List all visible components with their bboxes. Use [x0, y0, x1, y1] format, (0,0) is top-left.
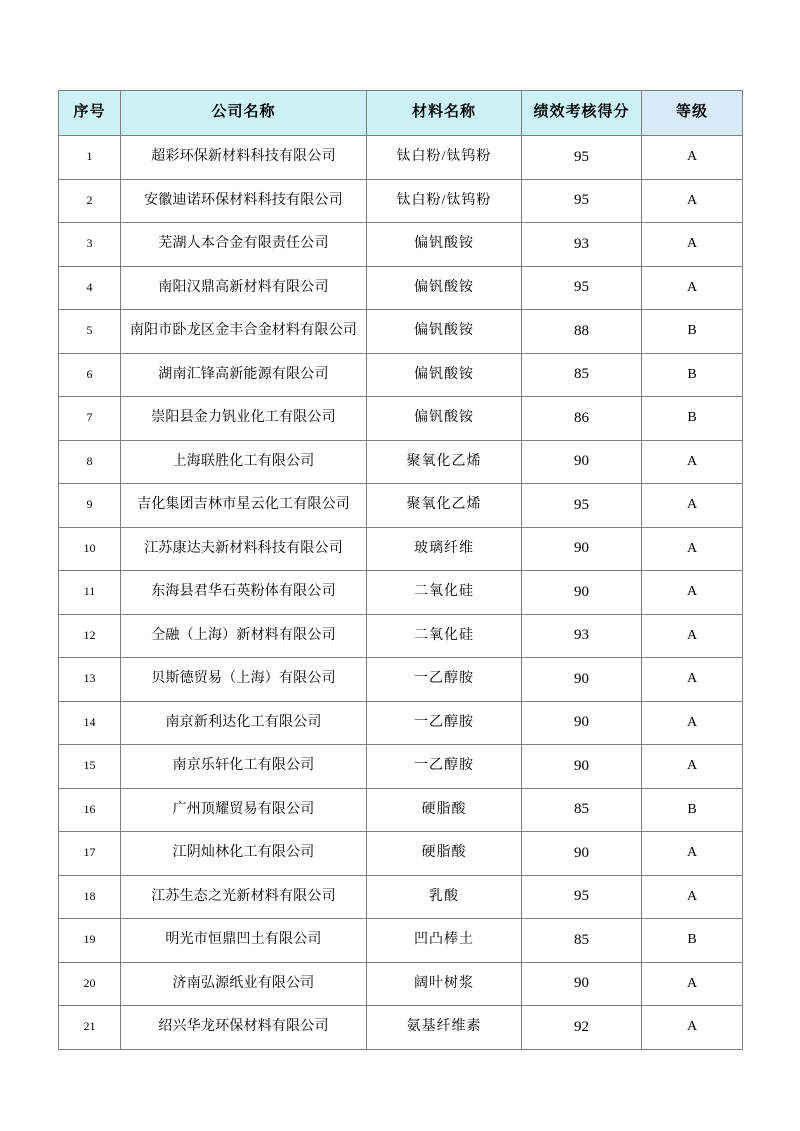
cell-material: 钛白粉/钛钨粉	[367, 179, 522, 223]
column-header-material: 材料名称	[367, 91, 522, 136]
cell-grade: A	[642, 1006, 743, 1050]
cell-score: 90	[522, 571, 642, 615]
cell-company: 绍兴华龙环保材料有限公司	[121, 1006, 367, 1050]
cell-material: 二氧化硅	[367, 614, 522, 658]
cell-score: 90	[522, 527, 642, 571]
table-row	[59, 223, 743, 267]
cell-grade: A	[642, 962, 743, 1006]
cell-material: 凹凸棒土	[367, 919, 522, 963]
cell-company: 南京新利达化工有限公司	[121, 701, 367, 745]
table-header	[59, 91, 743, 136]
cell-score: 95	[522, 179, 642, 223]
cell-index: 2	[59, 179, 121, 223]
cell-grade: A	[642, 179, 743, 223]
table-row	[59, 875, 743, 919]
cell-grade: A	[642, 527, 743, 571]
cell-score: 85	[522, 353, 642, 397]
column-header-grade: 等级	[642, 91, 743, 136]
cell-company: 芜湖人本合金有限责任公司	[121, 223, 367, 267]
cell-material: 偏钒酸铵	[367, 266, 522, 310]
cell-material: 氨基纤维素	[367, 1006, 522, 1050]
cell-score: 85	[522, 788, 642, 832]
cell-company: 明光市恒鼎凹土有限公司	[121, 919, 367, 963]
table-row	[59, 310, 743, 354]
cell-company: 广州顶耀贸易有限公司	[121, 788, 367, 832]
table-row	[59, 962, 743, 1006]
cell-material: 偏钒酸铵	[367, 353, 522, 397]
cell-index: 19	[59, 919, 121, 963]
cell-grade: A	[642, 745, 743, 789]
table-row	[59, 658, 743, 702]
cell-material: 阔叶树浆	[367, 962, 522, 1006]
cell-index: 10	[59, 527, 121, 571]
column-header-company: 公司名称	[121, 91, 367, 136]
cell-score: 95	[522, 484, 642, 528]
cell-material: 钛白粉/钛钨粉	[367, 136, 522, 180]
cell-material: 一乙醇胺	[367, 658, 522, 702]
cell-index: 8	[59, 440, 121, 484]
cell-material: 玻璃纤维	[367, 527, 522, 571]
cell-index: 13	[59, 658, 121, 702]
table-row	[59, 397, 743, 441]
table-row	[59, 832, 743, 876]
column-header-index: 序号	[59, 91, 121, 136]
cell-score: 90	[522, 658, 642, 702]
table-row	[59, 440, 743, 484]
cell-index: 3	[59, 223, 121, 267]
cell-grade: B	[642, 397, 743, 441]
cell-score: 85	[522, 919, 642, 963]
table-row	[59, 1006, 743, 1050]
cell-grade: A	[642, 440, 743, 484]
table-row	[59, 788, 743, 832]
cell-index: 17	[59, 832, 121, 876]
cell-score: 88	[522, 310, 642, 354]
table-row	[59, 527, 743, 571]
cell-company: 江阴灿林化工有限公司	[121, 832, 367, 876]
table-header-row	[59, 91, 743, 136]
cell-score: 92	[522, 1006, 642, 1050]
cell-material: 二氧化硅	[367, 571, 522, 615]
cell-score: 95	[522, 136, 642, 180]
cell-grade: A	[642, 832, 743, 876]
cell-index: 6	[59, 353, 121, 397]
cell-material: 硬脂酸	[367, 832, 522, 876]
cell-material: 一乙醇胺	[367, 745, 522, 789]
cell-grade: A	[642, 658, 743, 702]
cell-grade: B	[642, 353, 743, 397]
cell-company: 上海联胜化工有限公司	[121, 440, 367, 484]
cell-index: 1	[59, 136, 121, 180]
table-row	[59, 136, 743, 180]
cell-company: 安徽迪诺环保材料科技有限公司	[121, 179, 367, 223]
cell-score: 90	[522, 962, 642, 1006]
cell-index: 21	[59, 1006, 121, 1050]
cell-grade: A	[642, 484, 743, 528]
cell-company: 南京乐轩化工有限公司	[121, 745, 367, 789]
cell-grade: B	[642, 788, 743, 832]
cell-company: 崇阳县金力钒业化工有限公司	[121, 397, 367, 441]
cell-company: 超彩环保新材料科技有限公司	[121, 136, 367, 180]
cell-grade: B	[642, 310, 743, 354]
supplier-performance-table	[58, 90, 743, 1050]
cell-company: 仝融（上海）新材料有限公司	[121, 614, 367, 658]
cell-grade: A	[642, 266, 743, 310]
cell-score: 93	[522, 614, 642, 658]
column-header-score: 绩效考核得分	[522, 91, 642, 136]
cell-index: 9	[59, 484, 121, 528]
cell-company: 江苏康达夫新材料科技有限公司	[121, 527, 367, 571]
cell-index: 16	[59, 788, 121, 832]
cell-company: 济南弘源纸业有限公司	[121, 962, 367, 1006]
cell-grade: B	[642, 919, 743, 963]
cell-company: 湖南汇锋高新能源有限公司	[121, 353, 367, 397]
cell-material: 偏钒酸铵	[367, 310, 522, 354]
cell-material: 聚氧化乙烯	[367, 484, 522, 528]
cell-grade: A	[642, 223, 743, 267]
cell-company: 南阳汉鼎高新材料有限公司	[121, 266, 367, 310]
cell-material: 偏钒酸铵	[367, 223, 522, 267]
cell-company: 东海县君华石英粉体有限公司	[121, 571, 367, 615]
table-row	[59, 353, 743, 397]
cell-material: 乳酸	[367, 875, 522, 919]
cell-score: 90	[522, 440, 642, 484]
table-row	[59, 179, 743, 223]
cell-score: 93	[522, 223, 642, 267]
cell-grade: A	[642, 875, 743, 919]
cell-grade: A	[642, 614, 743, 658]
cell-grade: A	[642, 571, 743, 615]
cell-index: 15	[59, 745, 121, 789]
table-row	[59, 745, 743, 789]
cell-index: 12	[59, 614, 121, 658]
cell-company: 南阳市卧龙区金丰合金材料有限公司	[121, 310, 367, 354]
table-row	[59, 919, 743, 963]
table-row	[59, 701, 743, 745]
cell-company: 贝斯德贸易（上海）有限公司	[121, 658, 367, 702]
cell-index: 14	[59, 701, 121, 745]
cell-company: 江苏生态之光新材料有限公司	[121, 875, 367, 919]
cell-index: 4	[59, 266, 121, 310]
cell-score: 90	[522, 832, 642, 876]
cell-company: 吉化集团吉林市星云化工有限公司	[121, 484, 367, 528]
cell-material: 一乙醇胺	[367, 701, 522, 745]
cell-material: 硬脂酸	[367, 788, 522, 832]
cell-index: 18	[59, 875, 121, 919]
cell-index: 5	[59, 310, 121, 354]
cell-grade: A	[642, 701, 743, 745]
cell-index: 20	[59, 962, 121, 1006]
cell-score: 90	[522, 701, 642, 745]
cell-score: 95	[522, 266, 642, 310]
cell-index: 7	[59, 397, 121, 441]
cell-material: 偏钒酸铵	[367, 397, 522, 441]
table-row	[59, 614, 743, 658]
table-row	[59, 571, 743, 615]
table-row	[59, 266, 743, 310]
table-body	[59, 136, 743, 1050]
cell-score: 90	[522, 745, 642, 789]
table-row	[59, 484, 743, 528]
cell-score: 86	[522, 397, 642, 441]
cell-score: 95	[522, 875, 642, 919]
cell-material: 聚氧化乙烯	[367, 440, 522, 484]
cell-index: 11	[59, 571, 121, 615]
cell-grade: A	[642, 136, 743, 180]
